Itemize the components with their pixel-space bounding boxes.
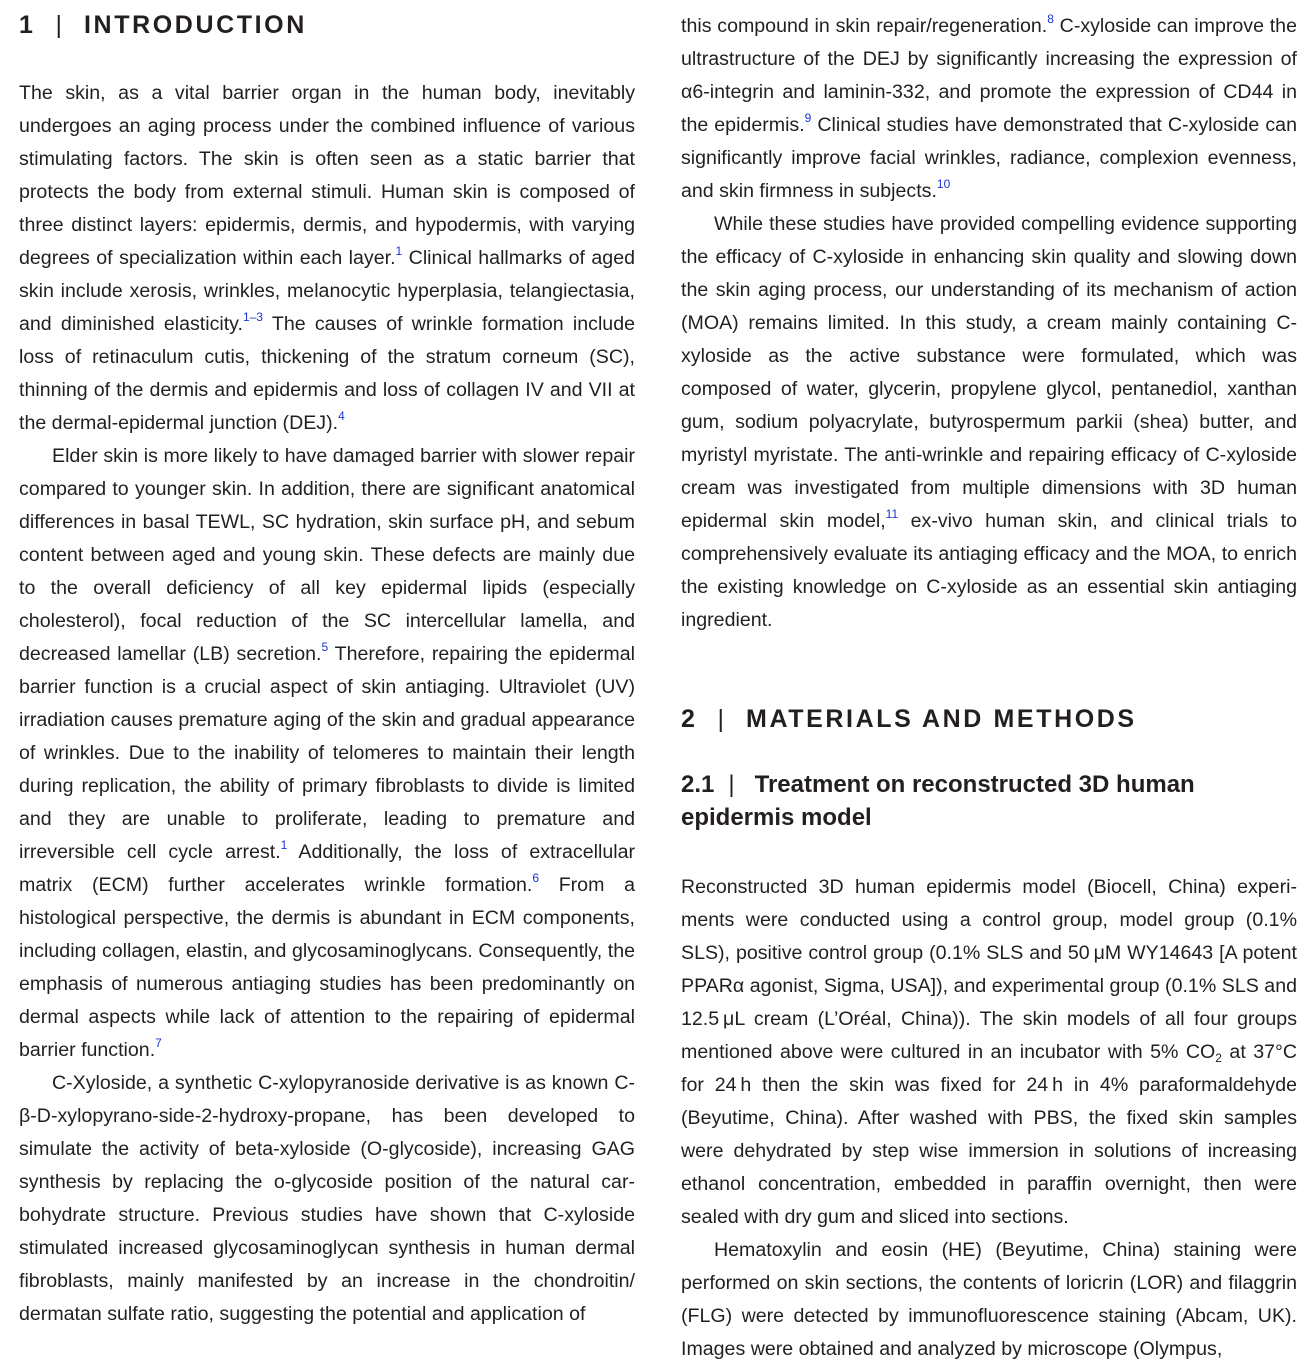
subsection-heading — [681, 768, 1297, 834]
citation-link[interactable]: 6 — [532, 871, 539, 885]
section-number: 1 — [19, 11, 36, 39]
heading-divider: | — [728, 771, 735, 798]
heading-divider: | — [55, 11, 63, 39]
paragraph: this compound in skin repair/regeneration.$^8$ C-xyloside can improve the ultrastructure of the DEJ by significantly increasing the expression of α6-integrin and laminin-332, and promote the expression of CD44 in the epidermis.$^9$ Clinical studies have demonstrated that C-xyloside can significantly improve facial wrinkles, radiance, complexion evenness, and skin firmness in subjects.$^{10}$ — [681, 12, 1297, 202]
section-number: 2 — [681, 705, 698, 733]
paragraph: Hematoxylin and eosin (HE) (Beyutime, China) staining were performed on skin sections, the contents of loricrin (LOR) and filaggrin (FLG) were detected by immunofluorescence staining (Abcam, UK). Images were obtained and analyzed by microscope (Olympus, — [681, 1239, 1297, 1360]
paragraph: Elder skin is more likely to have damaged barrier with slower repair compared to younger skin. In addition, there are significant anatomical differences in basal TEWL, SC hydration, skin surface pH, and sebum content between aged and young skin. These defects are mainly due to the overall deficiency of all key epidermal lipids (especially cholesterol), focal reduction of the SC intercellular lamella, and decreased lamellar (LB) secretion.$^5$ Therefore, repairing the epidermal barrier function is a crucial aspect of skin antiaging. Ultraviolet (UV) irradiation causes premature aging of the skin and gradual appearance of wrinkles. Due to the inability of telomeres to maintain their length during replication, the ability of primary fibroblasts to divide is limited and they are unable to proliferate, leading to premature and irreversible cell cycle arrest.$^1$ Additionally, the loss of extracellular matrix (ECM) further accelerates wrinkle formation.$^6$ From a histological perspective, the dermis is abundant in ECM components, including collagen, elastin, and glycosaminoglycans. Consequently, the emphasis of numerous antiaging studies has been predominantly on dermal aspects while lack of attention to the repairing of epidermal barrier function.$^7$ — [19, 445, 636, 1061]
citation-link[interactable]: 9 — [804, 111, 812, 125]
citation-link[interactable]: 8 — [1047, 12, 1054, 26]
heading-divider: | — [717, 705, 725, 733]
citation-link[interactable]: 5 — [321, 640, 329, 654]
section-heading-introduction — [19, 8, 635, 42]
paragraph: While these studies have provided compelling evidence supporting the efficacy of C-xyloside in enhancing skin quality and slowing down the skin aging process, our understanding of its mechanism of action (MOA) remains limited. In this study, a cream mainly containing C-xyloside as the active substance were formulated, which was composed of water, glycerin, propylene glycol, pentanediol, xanthan gum, sodium polyacrylate, butyrospermum parkii (shea) butter, and myristyl myristate. The anti-wrinkle and repairing efficacy of C-​xyloside cream was investigated from multiple dimensions with 3D human epidermal skin model,$^{11}$ ex-vivo human skin, and clinical trials to comprehensively evaluate its antiaging efficacy and the MOA, to enrich the existing knowledge on C-xyloside as an essential skin antiaging ingredient. — [681, 213, 1297, 631]
section-title: INTRODUCTION — [84, 11, 307, 39]
citation-link[interactable]: 4 — [338, 409, 345, 423]
citation-link[interactable]: 10 — [936, 177, 951, 191]
right-column — [681, 0, 1297, 1366]
paragraph: C-Xyloside, a synthetic C-xylopyranoside derivative is as known C-β-D-xylopyrano-side-2-hydroxy-propane, has been developed to simulate the activity of beta-xyloside (O-glycoside), increasing GAG synthesis by replacing the o-glycoside position of the natural carbohydrate structure. Previous studies have shown that C-xyloside stimulated increased glycosaminoglycan synthesis in human dermal fibroblasts, mainly manifested by an increase in the chondroitin/​dermatan sulfate ratio, suggesting the potential and application of — [19, 1072, 635, 1325]
citation-link[interactable]: 11 — [885, 507, 899, 521]
citation-link[interactable]: 1–3 — [242, 310, 263, 324]
paragraph: Reconstructed 3D human epidermis model (Biocell, China) experiments were conducted using a control group, model group (0.1% SLS), positive control group (0.1% SLS and 50 μM WY14643 [A potent PPARα agonist, Sigma, USA]), and experimental group (0.1% SLS and 12.5 μL cream (L’Oréal, China)). The skin models of all four groups mentioned above were cultured in an incubator with 5% $CO_2$ at 37°C for 24 h then the skin was fixed for 24 h in 4% paraformaldehyde (Beyutime, China). After washed with PBS, the fixed skin samples were dehydrated by step wise immersion in solutions of increasing ethanol concentration, embedded in paraffin overnight, then were sealed with dry gum and sliced into sections. — [681, 876, 1297, 1228]
section-heading-materials-methods — [681, 702, 1297, 736]
subsection-title: Treatment on reconstructed 3D human epidermis model — [681, 771, 1195, 831]
left-column — [19, 0, 635, 1331]
subsection-number: 2.1 — [681, 771, 715, 798]
citation-link[interactable]: 7 — [155, 1036, 162, 1050]
subscript: 2 — [1215, 1051, 1222, 1065]
section-title: MATERIALS AND METHODS — [746, 705, 1137, 733]
citation-link[interactable]: 1 — [395, 244, 403, 258]
citation-link[interactable]: 1 — [280, 838, 288, 852]
paragraph: The skin, as a vital barrier organ in the human body, inevitably undergoes an aging process under the combined influence of various stimulating factors. The skin is often seen as a static barrier that protects the body from external stimuli. Human skin is composed of three distinct layers: epidermis, dermis, and hypodermis, with varying degrees of specialization within each layer.$^1$ Clinical hallmarks of aged skin include xerosis, wrinkles, melanocytic hyperplasia, telangiectasia, and diminished elasticity.$^{1-3}$ The causes of wrinkle formation include loss of retinaculum cutis, thickening of the stratum corneum (SC), thinning of the dermis and epidermis and loss of collagen IV and VII at the dermal-epidermal junction (DEJ).$^4$ — [19, 82, 635, 434]
